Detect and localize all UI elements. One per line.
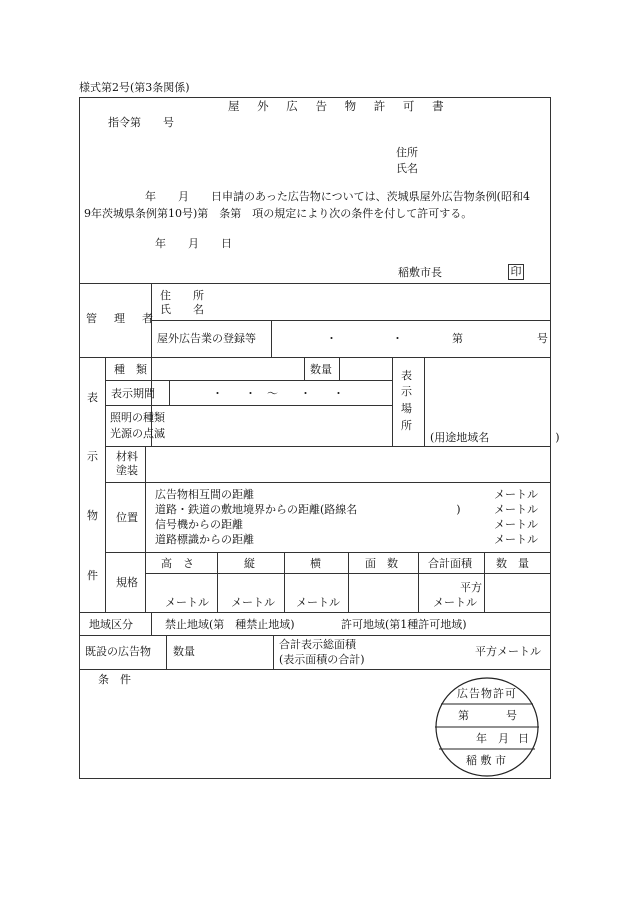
divider [392, 357, 393, 446]
page-title: 屋 外 広 告 物 許 可 書 [228, 99, 451, 113]
zone-prohibited: 禁止地域(第 種禁止地域) [165, 618, 295, 631]
zone-name: (用途地域名 ) [430, 431, 560, 444]
directive-number: 指令第 号 [108, 116, 174, 129]
divider [105, 357, 106, 612]
seal-month: 月 [498, 732, 509, 745]
period-value: ・ ・ 〜 ・ ・ [212, 387, 344, 400]
lighting-label-1: 照明の種類 [110, 411, 165, 424]
divider [105, 482, 551, 483]
manager-address-label: 住 所 [160, 289, 204, 302]
registration-value: ・ ・ [326, 332, 403, 345]
divider [273, 635, 274, 669]
seal-line-1: 広告物許可 [457, 687, 517, 700]
existing-label: 既設の広告物 [85, 645, 151, 658]
divider [271, 320, 272, 357]
seal-city: 稲 敷 市 [466, 754, 506, 767]
size-header-vertical: 縦 [244, 557, 255, 570]
side-char-4: 件 [87, 569, 98, 582]
distance-label-2: 道路・鉄道の敷地境界からの距離(路線名 ) [155, 503, 461, 516]
size-header-height: 高 さ [161, 557, 194, 570]
place-char-1: 表 [401, 369, 412, 382]
unit-meter-horizontal: メートル [296, 596, 340, 609]
manager-name-label: 氏 名 [160, 303, 204, 316]
issue-date: 年 月 日 [155, 237, 232, 250]
type-label: 種 類 [114, 363, 147, 376]
seal-day: 日 [518, 732, 529, 745]
divider [151, 320, 551, 321]
divider [304, 357, 305, 380]
distance-unit-2: メートル [494, 503, 538, 516]
seal-number-prefix: 第 [458, 709, 469, 722]
existing-unit: 平方メートル [475, 645, 541, 658]
divider [79, 635, 551, 636]
divider [79, 612, 551, 613]
size-header-count: 数 量 [496, 557, 529, 570]
size-label: 規格 [116, 576, 138, 589]
divider [79, 283, 551, 284]
seal-year: 年 [476, 732, 487, 745]
zone-label: 地域区分 [89, 618, 133, 631]
divider [484, 552, 485, 612]
conditions-label: 条 件 [98, 673, 131, 686]
distance-unit-1: メートル [494, 488, 538, 501]
manager-label: 管 理 者 [86, 312, 156, 325]
quantity-label: 数量 [310, 363, 332, 376]
registration-label: 屋外広告業の登録等 [157, 332, 256, 345]
distance-label-1: 広告物相互間の距離 [155, 488, 254, 501]
applicant-name-label: 氏名 [396, 162, 418, 175]
registration-number-prefix: 第 [452, 332, 463, 345]
unit-area-1: 平方 [460, 581, 482, 594]
mayor-title: 稲敷市長 [398, 266, 442, 279]
divider [151, 612, 152, 635]
mayor-seal-box: 印 [508, 264, 524, 280]
divider [79, 357, 551, 358]
zone-permitted: 許可地域(第1種許可地域) [341, 618, 467, 631]
distance-label-4: 道路標識からの距離 [155, 533, 254, 546]
distance-label-3: 信号機からの距離 [155, 518, 243, 531]
existing-total-area-2: (表示面積の合計) [279, 653, 365, 666]
distance-unit-3: メートル [494, 518, 538, 531]
place-char-3: 場 [401, 402, 412, 415]
divider [105, 446, 551, 447]
distance-unit-4: メートル [494, 533, 538, 546]
body-text-line1: 年 月 日申請のあった広告物については、茨城県屋外広告物条例(昭和4 [145, 190, 530, 203]
unit-meter-height: メートル [165, 596, 209, 609]
divider [105, 380, 392, 381]
side-char-2: 示 [87, 450, 98, 463]
position-label: 位置 [116, 511, 138, 524]
existing-quantity: 数量 [173, 645, 195, 658]
size-header-faces: 面 数 [365, 557, 398, 570]
lighting-label-2: 光源の点滅 [110, 427, 165, 440]
divider [284, 552, 285, 612]
divider [105, 405, 392, 406]
body-text-line2: 9年茨城県条例第10号)第 条第 項の規定により次の条件を付して許可する。 [84, 207, 473, 220]
divider [145, 446, 146, 612]
period-label: 表示期間 [111, 387, 155, 400]
divider [217, 552, 218, 612]
divider [339, 357, 340, 380]
size-header-total-area: 合計面積 [428, 557, 472, 570]
divider [166, 635, 167, 669]
place-char-2: 示 [401, 385, 412, 398]
registration-number-suffix: 号 [537, 332, 548, 345]
material-label-1: 材料 [116, 450, 138, 463]
applicant-address-label: 住所 [396, 146, 418, 159]
divider [418, 552, 419, 612]
material-label-2: 塗装 [116, 464, 138, 477]
unit-area-2: メートル [433, 596, 477, 609]
form-label: 様式第2号(第3条関係) [79, 81, 190, 94]
side-char-3: 物 [87, 509, 98, 522]
divider [169, 380, 170, 405]
divider [348, 552, 349, 612]
unit-meter-vertical: メートル [231, 596, 275, 609]
size-header-horizontal: 横 [310, 557, 321, 570]
place-char-4: 所 [401, 419, 412, 432]
divider [79, 669, 551, 670]
existing-total-area-1: 合計表示総面積 [279, 638, 356, 651]
side-char-1: 表 [87, 391, 98, 404]
divider [424, 357, 425, 446]
seal-number-suffix: 号 [506, 709, 517, 722]
